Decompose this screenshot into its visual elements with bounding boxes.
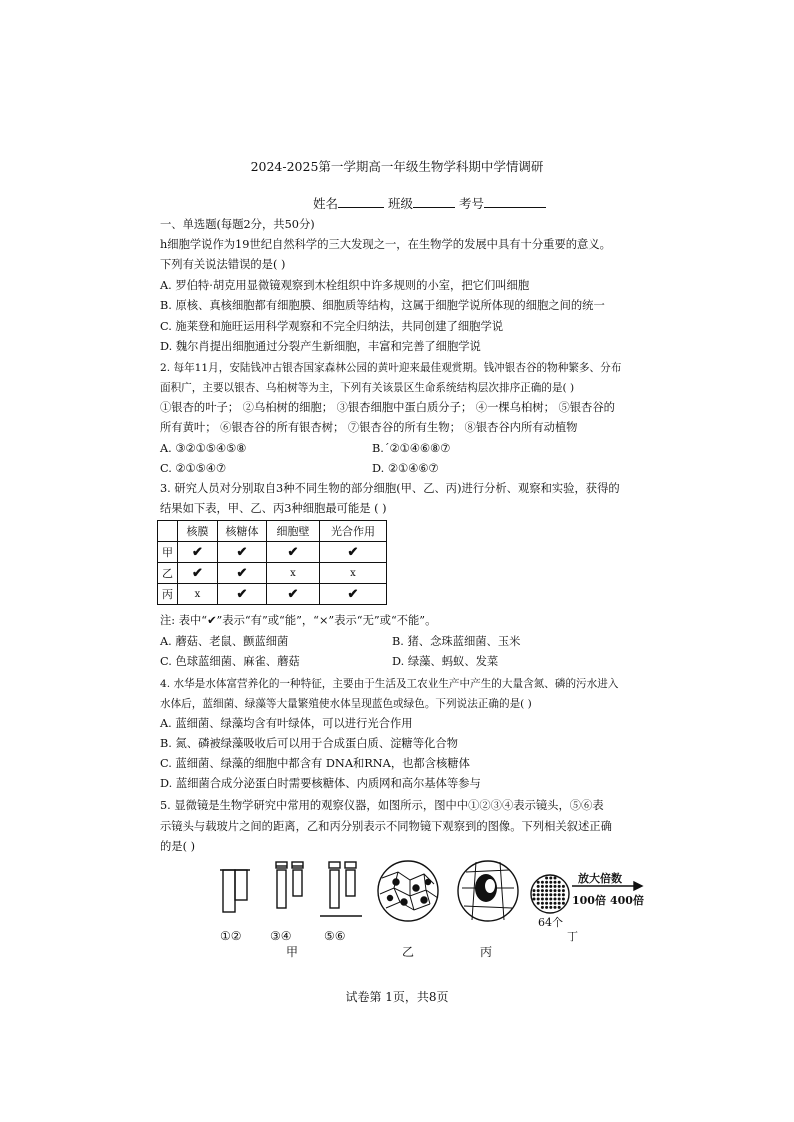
magnification-title: 放大倍数 (578, 872, 622, 885)
cell-dot (537, 898, 540, 901)
table-cell: ✔ (320, 542, 387, 563)
q4-option-c: C. 蓝细菌、绿藻的细胞中都含有 DNA和RNA，也都含核糖体 (160, 757, 470, 770)
table-cell: ✔ (218, 563, 267, 584)
cell-dot (554, 877, 557, 880)
class-blank[interactable] (413, 195, 455, 208)
label-lens-12: ①② (220, 929, 242, 943)
lens-slide-distance-icon (320, 862, 362, 916)
objective-lens-icon (276, 862, 303, 908)
label-yi: 乙 (402, 945, 415, 959)
mag-low-label: 100倍 (572, 894, 606, 907)
view-bing-icon (458, 861, 518, 921)
cell-dot (554, 885, 557, 888)
name-label: 姓名 (313, 196, 339, 211)
table-row (158, 542, 387, 563)
table-row (158, 584, 387, 605)
cell-dot (558, 881, 561, 884)
q1-option-c: C. 施莱登和施旺运用科学观察和不完全归纳法，共同创建了细胞学说 (160, 320, 504, 333)
q1-stem-line: 下列有关说法错误的是( ) (160, 258, 286, 271)
q2-option-b: B.ˊ②①④⑥⑧⑦ (372, 442, 451, 455)
cell-dot (541, 889, 544, 892)
table-header-cell: 细胞壁 (267, 521, 320, 542)
label-lens-56: ⑤⑥ (324, 929, 346, 943)
q3-option-a: A. 蘑菇、老鼠、颤蓝细菌 (160, 635, 289, 648)
cell-dot (537, 889, 540, 892)
table-header-row (158, 521, 387, 542)
cell-dot (549, 893, 552, 896)
q3-option-c: C. 色球蓝细菌、麻雀、蘑菇 (160, 655, 300, 668)
label-bing: 丙 (480, 945, 493, 959)
q4-stem-line: 水体后，蓝细菌、绿藻等大量繁殖使水体呈现蓝色或绿色。下列说法正确的是( ) (160, 698, 532, 710)
cell-dot (549, 881, 552, 884)
view-yi-icon (378, 861, 438, 921)
cell-dot (549, 877, 552, 880)
cell-dot (545, 902, 548, 905)
cell-dot (558, 885, 561, 888)
cell-dot (562, 889, 565, 892)
view-ding-icon (531, 875, 569, 913)
student-info-bar (313, 194, 546, 212)
cell-dot (554, 881, 557, 884)
q1-option-b: B. 原核、真核细胞都有细胞膜、细胞质等结构，这属于细胞学说所体现的细胞之间的统一 (160, 299, 605, 312)
cell-dot (562, 898, 565, 901)
cell-dot (554, 893, 557, 896)
q1-option-d: D. 魏尔肖提出细胞通过分裂产生新细胞，丰富和完善了细胞学说 (160, 340, 481, 353)
q2-items-line: ①银杏的叶子； ②乌桕树的细胞； ③银杏细胞中蛋白质分子； ④一棵乌桕树； ⑤银杏谷的 (160, 401, 615, 414)
cell-dot (545, 877, 548, 880)
cell-dot (558, 906, 561, 909)
label-jia: 甲 (286, 945, 299, 959)
page-footer: 试卷第 1页，共8页 (345, 990, 449, 1004)
q2-option-a: A. ③②①⑤④⑤⑧ (160, 442, 247, 455)
q2-stem-line: 面积广，主要以银杏、乌桕树等为主，下列有关该景区生命系统结构层次排序正确的是( ) (160, 382, 575, 394)
q3-stem-line: 3. 研究人员对分别取自3种不同生物的部分细胞(甲、乙、丙)进行分析、观察和实验，获得的 (160, 482, 620, 495)
cell-dot (545, 889, 548, 892)
cell-dot (541, 885, 544, 888)
table-cell: x (267, 563, 320, 584)
cell-dot (549, 898, 552, 901)
cell-dot (562, 885, 565, 888)
cell-dot (558, 889, 561, 892)
q2-items-line: 所有黄叶； ⑥银杏谷的所有银杏树； ⑦银杏谷的所有生物； ⑧银杏谷内所有动植物 (160, 421, 578, 434)
table-cell: x (320, 563, 387, 584)
q3-results-table (157, 520, 387, 605)
cell-dot (549, 902, 552, 905)
label-lens-34: ③④ (270, 929, 292, 943)
table-row-label: 甲 (158, 542, 178, 563)
cell-dot (549, 885, 552, 888)
table-cell: ✔ (218, 542, 267, 563)
q4-option-b: B. 氮、磷被绿藻吸收后可以用于合成蛋白质、淀糖等化合物 (160, 737, 458, 750)
q5-stem-line: 的是( ) (160, 840, 195, 853)
table-cell: x (178, 584, 218, 605)
cell-dot (549, 889, 552, 892)
q4-option-d: D. 蓝细菌合成分泌蛋白时需要核糖体、内质网和高尔基体等参与 (160, 777, 481, 790)
cell-dot (537, 902, 540, 905)
eyepiece-lens-icon (220, 870, 250, 912)
q2-stem-line: 2. 每年11月，安陆钱冲古银杏国家森林公园的黄叶迎来最佳观赏期。钱冲银杏谷的物种繁多、分布 (160, 362, 622, 374)
section-heading: 一、单选题(每题2分，共50分) (160, 218, 315, 231)
cell-dot (533, 898, 536, 901)
cell-dot (545, 898, 548, 901)
cell-dot (545, 906, 548, 909)
name-blank[interactable] (338, 195, 384, 208)
table-header-cell: 光合作用 (320, 521, 387, 542)
q5-stem-line: 示镜头与载玻片之间的距离，乙和丙分别表示不同物镜下观察到的图像。下列相关叙述正确 (160, 820, 612, 833)
table-cell: ✔ (267, 542, 320, 563)
cell-dot (537, 885, 540, 888)
q3-option-b: B. 猪、念珠蓝细菌、玉米 (392, 635, 521, 648)
cell-dot (537, 893, 540, 896)
table-cell: ✔ (320, 584, 387, 605)
cell-dot (541, 898, 544, 901)
cell-dot (541, 893, 544, 896)
table-row-label: 丙 (158, 584, 178, 605)
q1-option-a: A. 罗伯特·胡克用显微镜观察到木栓组织中许多规则的小室，把它们叫细胞 (160, 279, 530, 292)
cell-dot (545, 885, 548, 888)
q3-table-note: 注: 表中“✔”表示“有”或“能”，“×”表示“无”或“不能”。 (160, 614, 437, 627)
table-header-cell (158, 521, 178, 542)
table-cell: ✔ (218, 584, 267, 605)
cell-dot (537, 881, 540, 884)
table-cell: ✔ (178, 542, 218, 563)
q2-option-d: D. ②①④⑥⑦ (372, 462, 439, 475)
cell-dot (541, 881, 544, 884)
id-blank[interactable] (484, 195, 546, 208)
table-row (158, 563, 387, 584)
cell-dot (554, 898, 557, 901)
cell-dot (533, 889, 536, 892)
cell-dot (558, 902, 561, 905)
id-label: 考号 (459, 196, 485, 211)
label-ding: 丁 (567, 930, 578, 943)
cell-dot (562, 902, 565, 905)
table-cell: ✔ (267, 584, 320, 605)
q4-option-a: A. 蓝细菌、绿藻均含有叶绿体，可以进行光合作用 (160, 717, 413, 730)
cell-dot (549, 906, 552, 909)
table-row-label: 乙 (158, 563, 178, 584)
table-header-cell: 核膜 (178, 521, 218, 542)
microscope-figure (210, 858, 650, 966)
q5-stem-line: 5. 显微镜是生物学研究中常用的观察仪器，如图所示，图中中①②③④表示镜头，⑤⑥表 (160, 799, 604, 812)
cell-dot (554, 889, 557, 892)
cell-dot (545, 881, 548, 884)
cell-dot (554, 902, 557, 905)
cell-dot (558, 898, 561, 901)
cell-dot (558, 893, 561, 896)
table-cell: ✔ (178, 563, 218, 584)
cell-dot (533, 893, 536, 896)
mag-high-label: 400倍 (610, 894, 644, 907)
cell-dot (554, 906, 557, 909)
cell-dot (541, 906, 544, 909)
table-header-cell: 核糖体 (218, 521, 267, 542)
cell-count-label: 64个 (538, 916, 563, 929)
cell-dot (545, 893, 548, 896)
q4-stem-line: 4. 水华是水体富营养化的一种特征，主要由于生活及工农业生产中产生的大量含氮、磷的污水进入 (160, 678, 619, 690)
cell-dot (562, 893, 565, 896)
q3-option-d: D. 绿藻、蚂蚁、发菜 (392, 655, 499, 668)
q2-option-c: C. ②①⑤④⑦ (160, 462, 227, 475)
class-label: 班级 (388, 196, 414, 211)
q1-stem-line: h细胞学说作为19世纪自然科学的三大发现之一，在生物学的发展中具有十分重要的意义。 (160, 238, 611, 251)
cell-dot (541, 902, 544, 905)
q3-stem-line: 结果如下表，甲、乙、丙3种细胞最可能是 ( ) (160, 502, 387, 515)
exam-title: 2024-2025第一学期高一年级生物学科期中学情调研 (250, 159, 544, 174)
